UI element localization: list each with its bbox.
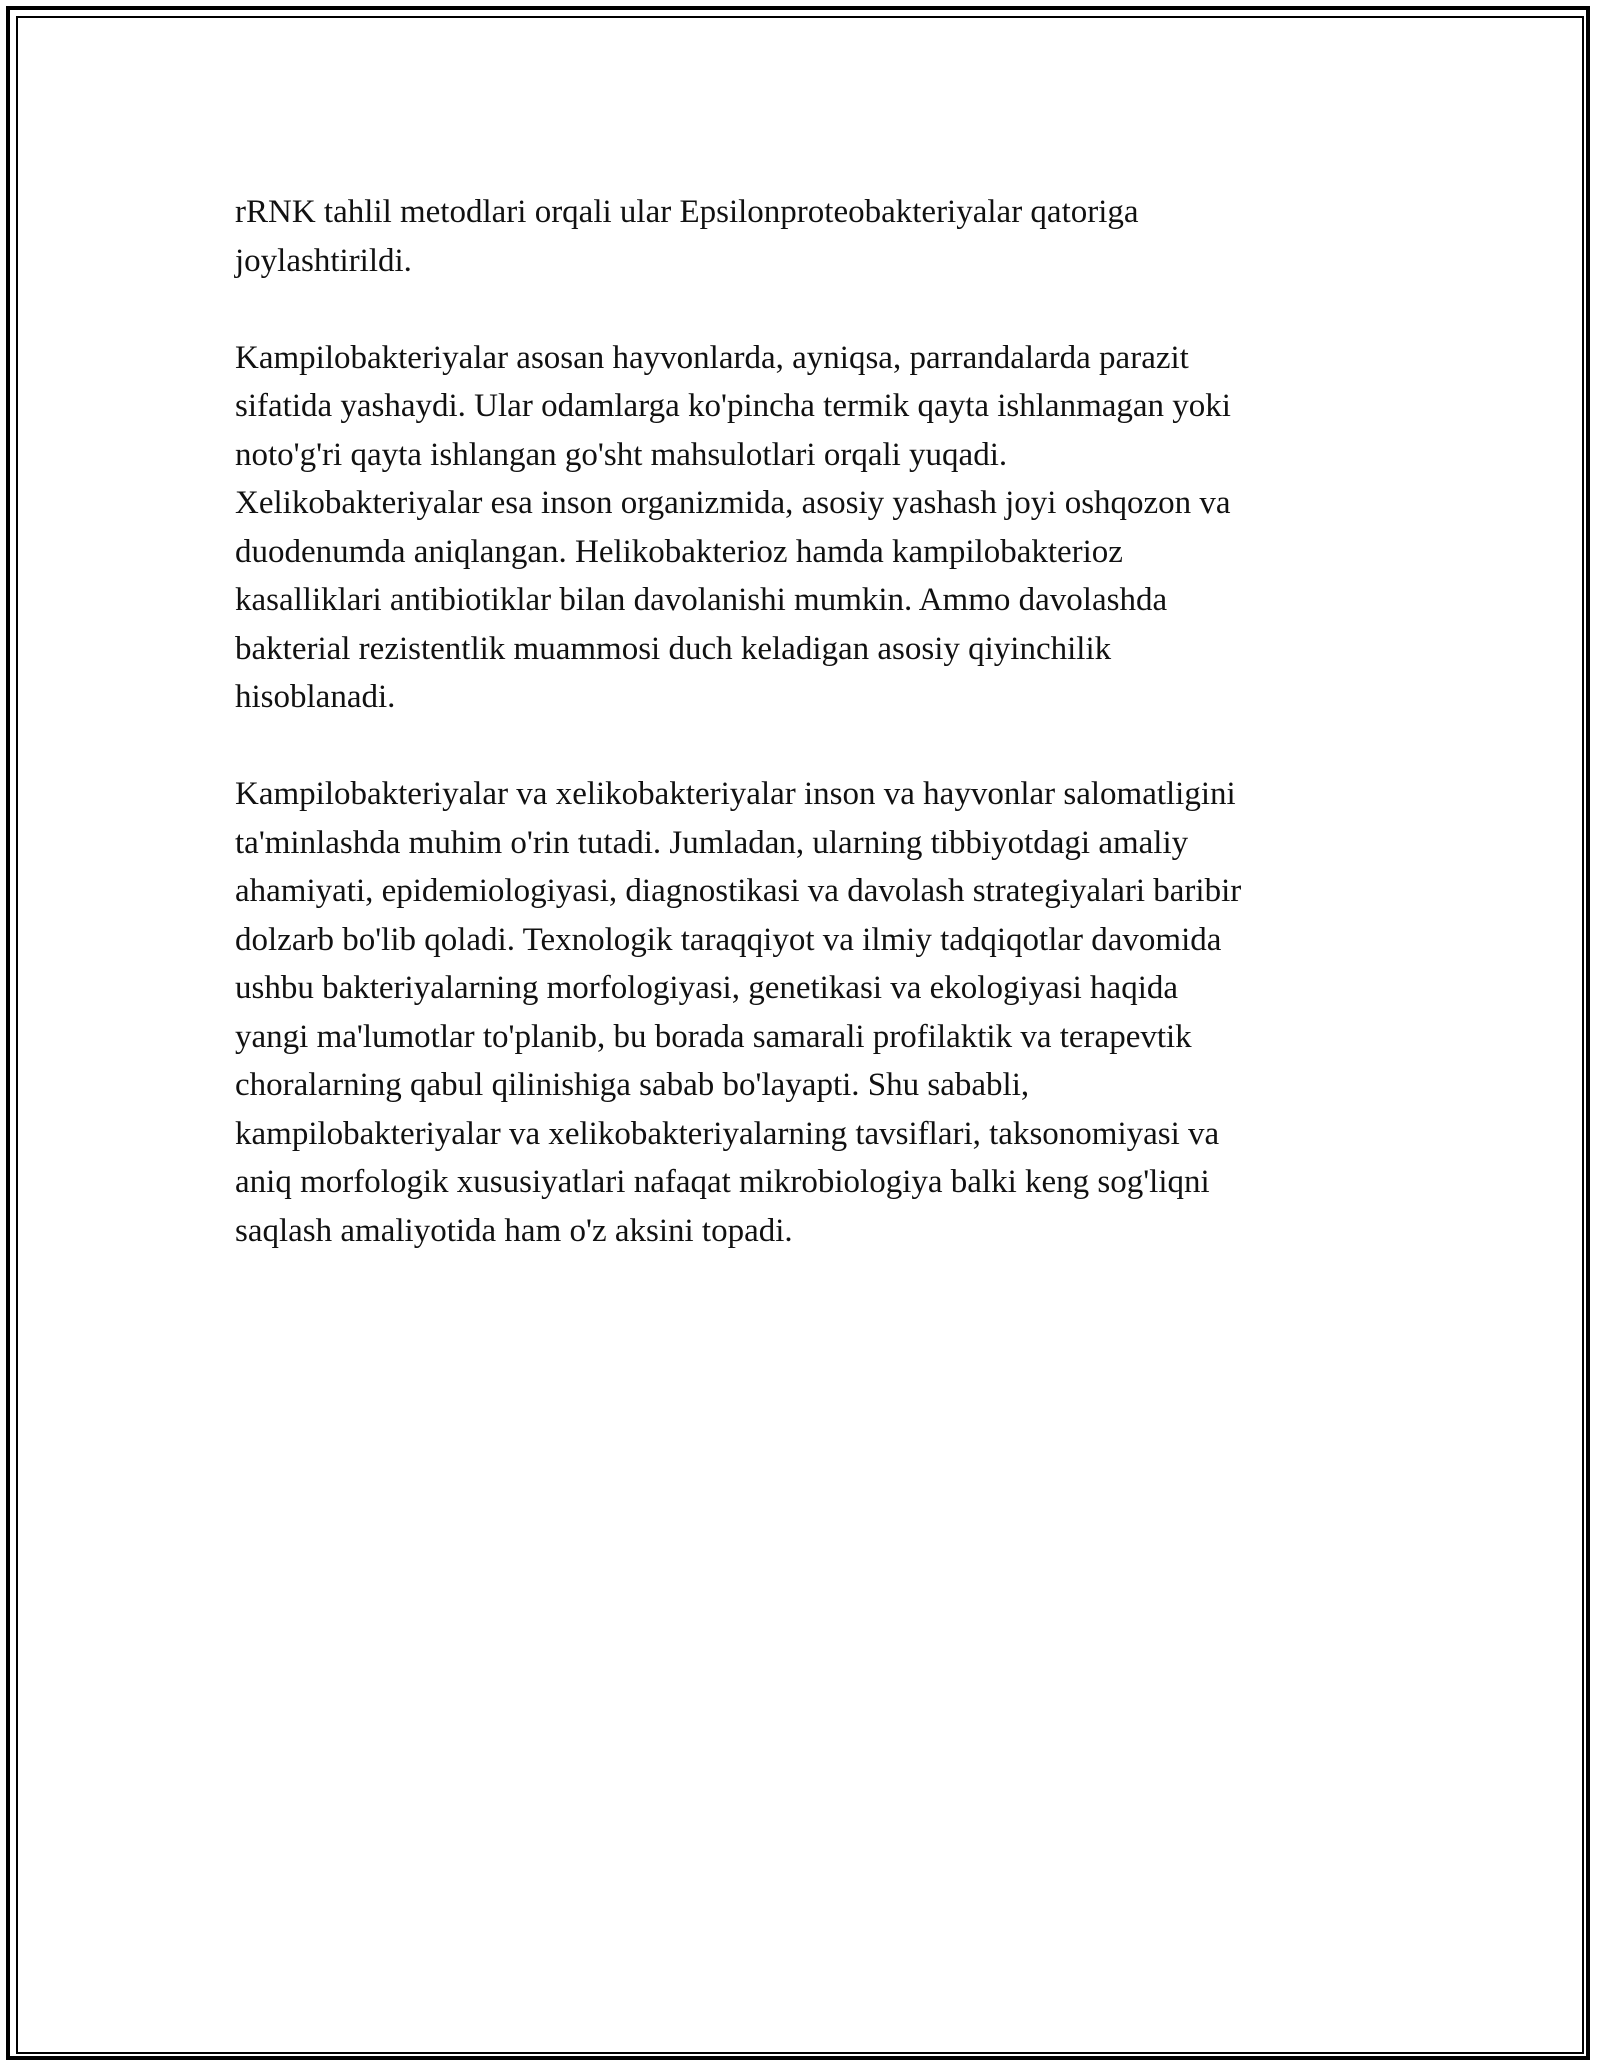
text-line: hisoblanadi.: [235, 679, 396, 715]
text-line: ushbu bakteriyalarning morfologiyasi, genetikasi va ekologiyasi haqida: [235, 970, 1179, 1006]
text-line: Xelikobakteriyalar esa inson organizmida, asosiy yashash joyi oshqozon va: [235, 485, 1231, 521]
text-line: rRNK tahlil metodlari orqali ular Epsilonproteobakteriyalar qatoriga: [235, 194, 1139, 230]
text-line: dolzarb bo'lib qoladi. Texnologik taraqqiyot va ilmiy tadqiqotlar davomida: [235, 921, 1222, 958]
paragraph-1: [235, 188, 1380, 285]
text-line: aniq morfologik xususiyatlari nafaqat mikrobiologiya balki keng sog'liqni: [235, 1164, 1210, 1200]
text-line: noto'g'ri qayta ishlangan go'sht mahsulotlari orqali yuqadi.: [235, 436, 1008, 473]
text-line: yangi ma'lumotlar to'planib, bu borada samarali profilaktik va terapevtik: [235, 1018, 1192, 1055]
text-line: Kampilobakteriyalar va xelikobakteriyalar inson va hayvonlar salomatligini: [235, 776, 1236, 812]
text-line: saqlash amaliyotida ham o'z aksini topadi.: [235, 1212, 793, 1249]
text-line: choralarning qabul qilinishiga sabab bo'layapti. Shu sababli,: [235, 1067, 1030, 1103]
text-line: kasalliklari antibiotiklar bilan davolanishi mumkin. Ammo davolashda: [235, 582, 1168, 618]
text-line: kampilobakteriyalar va xelikobakteriyalarning tavsiflari, taksonomiyasi va: [235, 1115, 1220, 1152]
text-line: sifatida yashaydi. Ular odamlarga ko'pincha termik qayta ishlanmagan yoki: [235, 388, 1231, 424]
text-line: ta'minlashda muhim o'rin tutadi. Jumladan, ularning tibbiyotdagi amaliy: [235, 824, 1189, 861]
text-line: Kampilobakteriyalar asosan hayvonlarda, ayniqsa, parrandalarda parazit: [235, 339, 1189, 376]
paragraph-2: [235, 334, 1380, 722]
paragraph-3: [235, 770, 1380, 1255]
text-line: joylashtirildi.: [235, 242, 412, 279]
text-line: ahamiyati, epidemiologiyasi, diagnostikasi va davolash strategiyalari baribir: [235, 873, 1242, 909]
text-line: bakterial rezistentlik muammosi duch keladigan asosiy qiyinchilik: [235, 630, 1112, 667]
text-line: duodenumda aniqlangan. Helikobakterioz hamda kampilobakterioz: [235, 533, 1123, 570]
document-body: [235, 188, 1380, 1304]
